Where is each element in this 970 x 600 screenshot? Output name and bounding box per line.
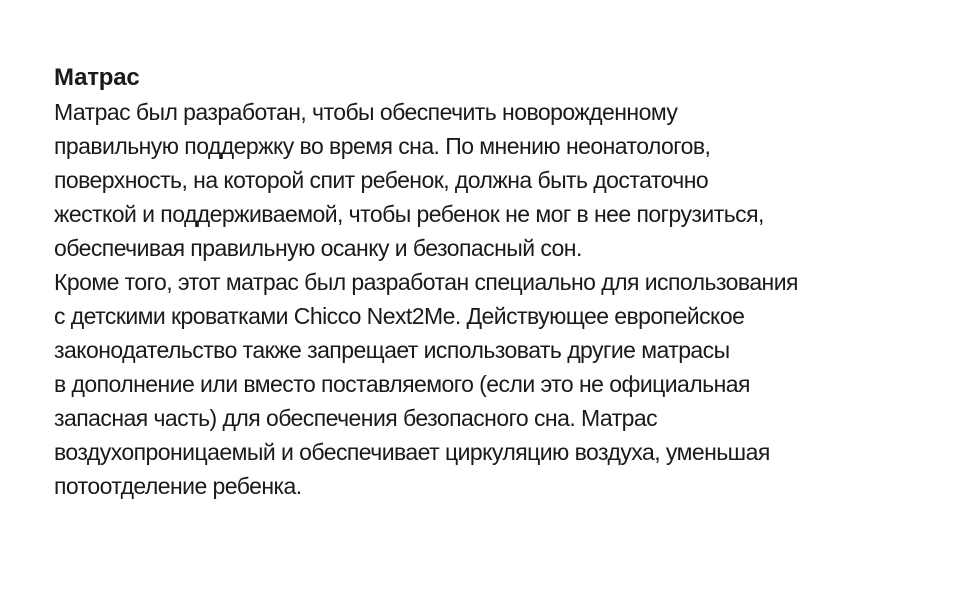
section-title: Матрас	[54, 64, 140, 91]
document-body	[54, 61, 954, 503]
text-line: поверхность, на которой спит ребенок, должна быть достаточно	[54, 167, 709, 193]
text-line: Кроме того, этот матрас был разработан специально для использования	[54, 269, 798, 295]
text-line: в дополнение или вместо поставляемого (если это не официальная	[54, 371, 750, 397]
text-line: жесткой и поддерживаемой, чтобы ребенок не мог в нее погрузиться,	[54, 201, 764, 227]
text-line: законодательство также запрещает использовать другие матрасы	[54, 337, 730, 363]
text-line: воздухопроницаемый и обеспечивает циркуляцию воздуха, уменьшая	[54, 439, 770, 465]
text-line: потоотделение ребенка.	[54, 473, 302, 499]
text-line: обеспечивая правильную осанку и безопасный сон.	[54, 235, 582, 261]
text-line: правильную поддержку во время сна. По мнению неонатологов,	[54, 133, 711, 159]
text-line: с детскими кроватками Chicco Next2Me. Действующее европейское	[54, 303, 745, 329]
text-line: Матрас был разработан, чтобы обеспечить новорожденному	[54, 99, 678, 125]
text-line: запасная часть) для обеспечения безопасного сна. Матрас	[54, 405, 658, 431]
